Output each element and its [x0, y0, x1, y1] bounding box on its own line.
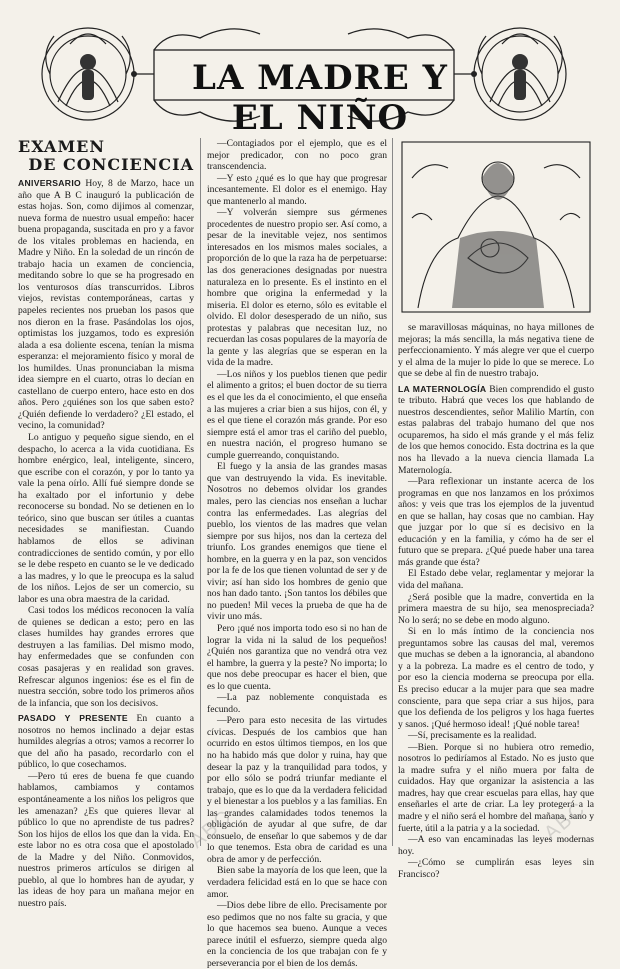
watermark: ABC — [540, 797, 591, 845]
article-paragraph: Si en lo más íntimo de la conciencia nos preguntamos sobre las causas del mal, veremos que muchas se deben a la ignorancia, al abandono y a la pobreza. La madre es el centro de todo, y por eso la ciencia moderna se preocupa por ella. Es preciso educar a la mujer para que sea madre consciente, para que sepa criar a sus hijos, para que los defienda de los peligros y los haga fuertes y sanos. ¡Qué hermoso ideal! ¡Qué noble tarea! — [398, 626, 594, 730]
article-paragraph: —Bien. Porque si no hubiera otro remedio, nosotros lo pediríamos al Estado. No es justo que la madre sufra y el niño muera por falta de cuidados. Hay que organizar la asistencia a las madres, hay que crear escuelas para ellas, hay que enseñarles el arte de criar. La ley protegerá a la madre y el niño será el hombre del mañana, sano y fuerte, útil a la patria y a la sociedad. — [398, 741, 594, 834]
column-rule — [200, 138, 201, 846]
article-paragraph: El fuego y la ansia de las grandes masas que van destruyendo la vida. Es inevitable. Nosotros no debemos olvidar los grandes males, pero las ciencias nos enseñan a luchar contra las enfermedades. Las alegrías del pueblo, los vientos de las madres que velan siempre por sus hijos, nos dan la certeza del triunfo. Los grandes enemigos que tiene el hombre, en la guerra y en la paz, son vencidos por la fe de los que tienen voluntad de ser y de vivir; así han sido los hombres de genio que nos han dado tanto. ¡Son tantos los débiles que no pueden! Mil veces la prueba de que ha de vivir uno más. — [207, 461, 387, 623]
article-paragraph: —¿Cómo se cumplirán esas leyes sin Francisco? — [398, 857, 594, 880]
article-paragraph: —Para reflexionar un instante acerca de los programas en que nos lanzamos en los próximos años: y veis que tras los ejemplos de la juventud en que se hallan, hay cosas que no cambian. Hay que juzgar por lo que sí es decisivo en la educación y en la familia, y cómo ha de ser el futuro que se prepara. ¿Qué puede haber una tarea más grande que ésta? — [398, 476, 594, 568]
lead-label: LA MATERNOLOGÍA — [398, 383, 487, 394]
article-paragraph: PASADO Y PRESENTE En cuanto a nosotros no hemos inclinado a dejar estas humildes alegrías a otros; vamos a recorrer lo que del año ha pasado, recordarlo con el público, lo que cosechamos. — [18, 713, 194, 771]
article-paragraph: Lo antiguo y pequeño sigue siendo, en el despacho, lo acerca a la vida cuotidiana. Es hombre enérgico, leal, inteligente, sincero, que escribe con el corazón, y por lo tanto ya vale la pena oírlo. Allí fué siempre donde se ha exaltado por el infortunio y debe reconocerse su bondad. No se detienen en lo teórico, sino que buscan ser útiles a cuantas necesidades se manifiestan. Cuando hablamos de ellos se adivinan contradicciones de sentido común, y por ello se le debe respeto en cuanto se le ve dedicado a las madres, y lo que le preocupa es la salud de los niños. Lejos de ser un comercio, su labor es una obra maestra de la caridad. — [18, 432, 194, 605]
article-paragraph: El Estado debe velar, reglamentar y mejorar la vida del mañana. — [398, 568, 594, 592]
article-paragraph: —Los niños y los pueblos tienen que pedir el alimento a gritos; el buen doctor de su tierra es el que les da el conocimiento, el que enseña a las mujeres a criar bien a sus hijos, con él, y es el que tiene el corazón más grande. Por eso siempre está el amor tras el cariño del pueblo, en nuestra nación, el progreso humano se cumple guerreando, conquistando. — [207, 368, 387, 461]
article-paragraph: —Y esto ¿qué es lo que hay que progresar incesantemente. El dolor es el enemigo. Hay que mantenerlo al mando. — [207, 172, 387, 207]
article-paragraph: —Pero para esto necesita de las virtudes cívicas. Después de los cambios que han ocurrido en estos últimos tiempos, en los que no ha habido más que dolor y ruina, hay que desear la paz y la tranquilidad para todos, y por ello sólo se podrá triunfar mediante el trabajo, que es lo que da la verdadera felicidad y el bienestar a los pueblos y a las familias. En las grandes calamidades todos tenemos la obligación de ayudar al que sufre, de dar consuelo, de enseñar lo que sabemos y de dar lo que tenemos. Esta obra de caridad es una obra de amor y de perfección. — [207, 715, 387, 865]
article-paragraph: ¿Será posible que la madre, convertida en la primera maestra de su hijo, sea menospreciada? No lo será; no se debe en modo alguno. — [398, 591, 594, 626]
column-3 — [398, 138, 594, 880]
lead-label: ANIVERSARIO — [18, 178, 81, 188]
article-paragraph: se maravillosas máquinas, no haya millones de mejoras; la más sencilla, la más negativa tiene de perfeccionamiento. Y más alegre ver que el cuerpo y el alma de la mujer lo pide lo que se merece. Lo que se debe al fin de nuestro trabajo. — [398, 322, 594, 380]
article-paragraph: Bien sabe la mayoría de los que leen, que la verdadera felicidad está en lo que se hace con amor. — [207, 865, 387, 900]
masthead-title: LA MADRE Y EL NIÑO — [192, 58, 448, 138]
article-paragraph: —Sí, precisamente es la realidad. — [408, 730, 537, 742]
illustration — [398, 138, 594, 316]
article-paragraph: —Pero tú eres de buena fe que cuando hablamos, cambiamos y contamos espontáneamente a los niños los peligros que les amenazan? ¿Es que quieres llevar al público lo que no aprendiste de tus padres? Son los hijos de ellos los que dan la vida. En este labor no es otra cosa que el apostolado de la Madre y del Niño. Conmovidos, nuestros primeros artículos se dirigen al pueblo, al que lo hombres han de ayudar, y las ideas de hoy para un mañana mejor en nuestro país. — [18, 770, 194, 909]
article-paragraph: —A eso van encaminadas las leyes modernas hoy. — [398, 834, 594, 857]
column-1 — [18, 137, 194, 909]
article-paragraph: —Y volverán siempre sus gérmenes procedentes de nuestro propio ser. Así como, a pesar de la inevitable vejez, nos sentimos interesados en los mismos males sociales, a proporción de lo que la raza ha de perpetuarse: las dos generaciones designadas por nuestra naturaleza en lo presente. Es el instinto en el hombre que origina la enfermedad y la miseria. El dolor es eterno, sólo es evitable el olvido. El dolor desesperado de un niño, sus protestas y palabras que necesitan luz, no recuerdan las cosas populares de la mayoría de la gente y las alegrías que se esperan en la vida de la madre. — [207, 207, 387, 369]
article-paragraph: ANIVERSARIO Hoy, 8 de Marzo, hace un año que A B C inauguró la publicación de estas hojas. Son, como dijimos al comenzar, nueva forma de nuestro usual empeño: hacer buena propaganda, suscitada en pro y a favor de los vitales problemas en hacienda, en Madre y Niño. En la soledad de un rincón de trabajo hacia un examen de conciencia, meditando sobre lo que se ha progresado en los venturosos días transcurridos. Libros viejos, revistas contemporáneas, cartas y papeles recientes nos prueban los pasos que nos dieron en la frase. Pasándolas los ojos, optimistas los juzgamos, todo es expresión alada a esa doliente escena, tenían la misma esperanza: el mejoramiento físico y moral de los humildes. Unas pronunciaban la misma idea siempre en el cuarto, otras lo decían en castellano de cuerpo entero, hace esto en dos años. Pero ¿quiénes son los que saben esto? ¿Quién defiende lo verdadero? ¿El estado, el vecino, la comunidad? — [18, 178, 194, 432]
article-paragraph: Casi todos los médicos reconocen la valía de quienes se dedican a esto; pero en las clases humildes hay grandes errores que destruyen a las familias. Del mismo modo, hay enfermedades que se confunden con cosas pasajeras y en realidad son graves. Refrescar algunos ingenios: ése es el fin de nuestra sección, sobre todo los primeros años de la infancia, que son los decisivos. — [18, 605, 194, 709]
lead-label: PASADO Y PRESENTE — [18, 713, 128, 724]
article-paragraph: LA MATERNOLOGÍA Bien comprendido el gusto te tributo. Habrá que veces los que hablando de nuestros descendientes, señor Malilio Martín, con estas palabras del trabajo humano del que nos ocuparemos, ha sido el más grande y el más feliz de los que hemos conocido. Esta doctrina es la que nos ha llevado a la nueva ciencia llamada La Maternología. — [398, 383, 594, 476]
article-paragraph: —Contagiados por el ejemplo, que es el mejor predicador, con no poco gran transcendencia. — [207, 138, 387, 173]
section-title-line1: EXAMEN — [18, 137, 105, 156]
article-paragraph: Pero ¡qué nos importa todo eso si no han de lograr la vida ni la salud de los pequeños! ¿Quién nos garantiza que no vendrá otra vez el hambre, la guerra y la peste? No importa; lo que nos debe preocupar es hacer el bien, que es lo que cuenta. — [207, 622, 387, 692]
section-title-line2: DE CONCIENCIA — [28, 155, 194, 174]
article-paragraph: —Dios debe libre de ello. Precisamente por eso pedimos que no nos falte su gracia, y que lo que hacemos sea bueno. Aunque a veces parece inútil el esfuerzo, siempre queda algo en la conciencia de los que trabajan con fe y perseverancia por el bien de los demás. — [207, 900, 387, 969]
column-rule — [392, 138, 393, 846]
illustration-mother-and-child — [398, 138, 594, 316]
article-paragraph: —La paz noblemente conquistada es fecundo. — [207, 692, 387, 715]
column-2 — [207, 138, 387, 969]
masthead — [30, 14, 590, 138]
watermark: ABC — [186, 805, 237, 853]
